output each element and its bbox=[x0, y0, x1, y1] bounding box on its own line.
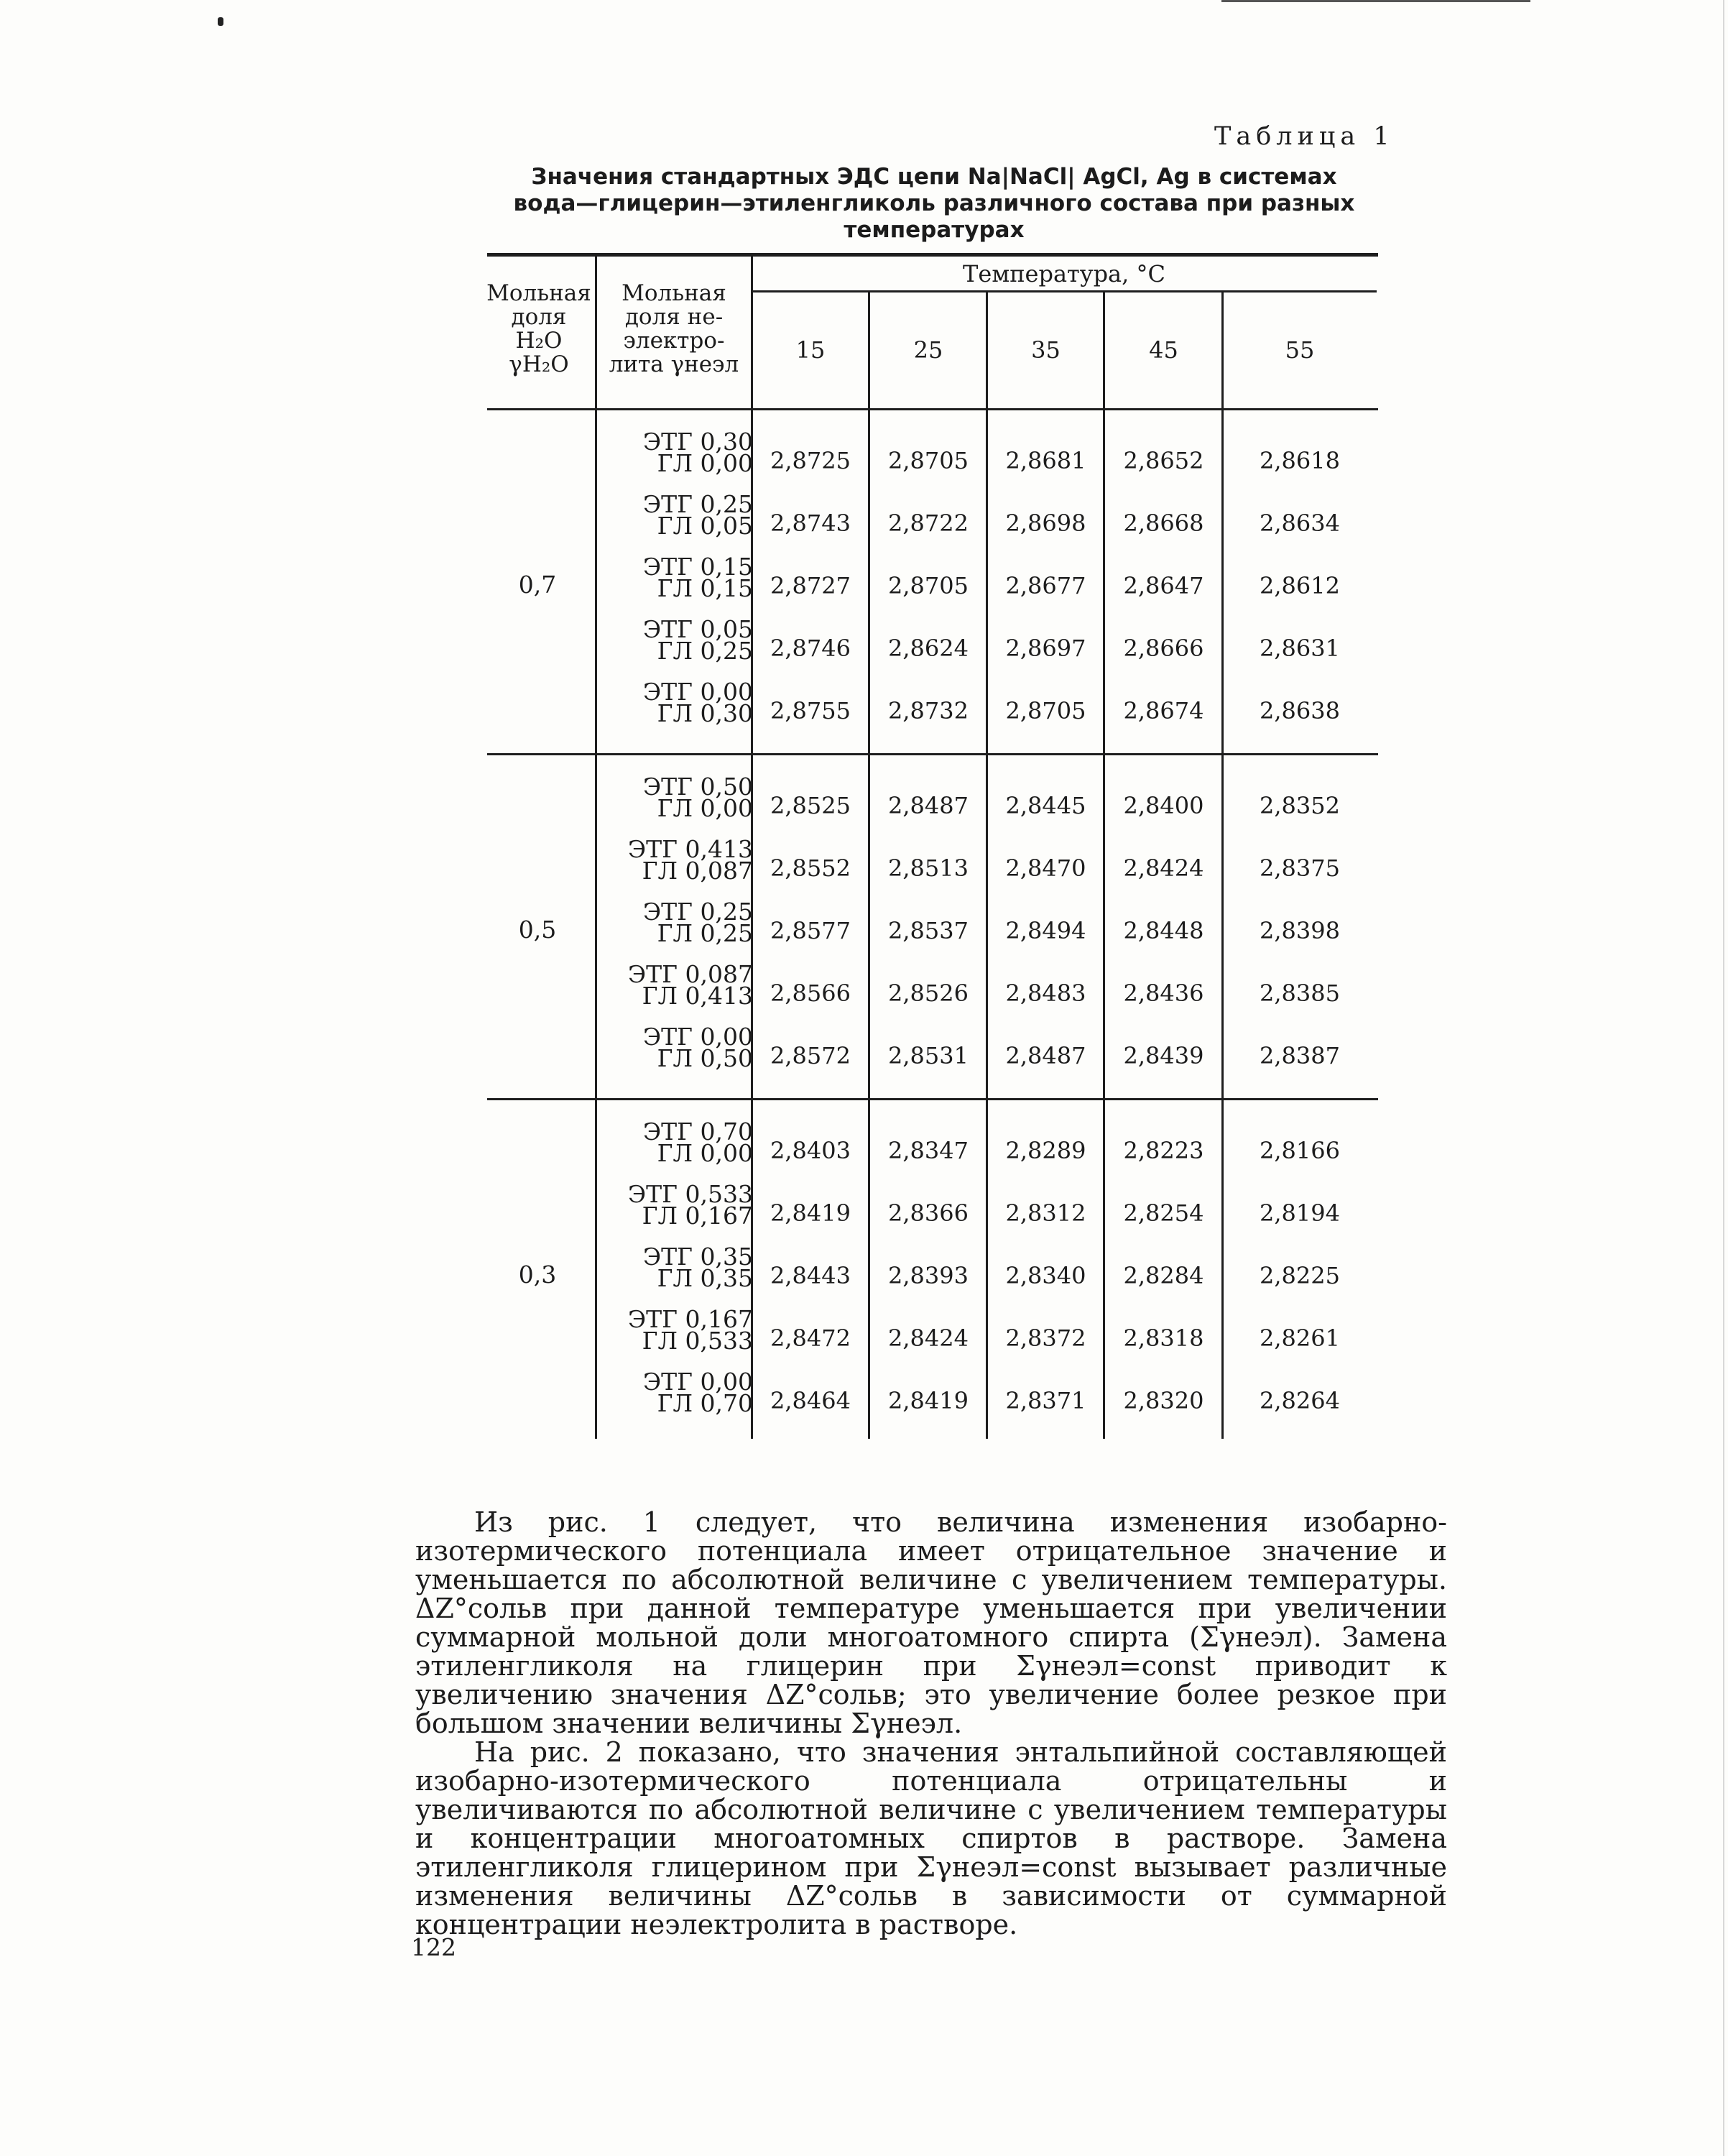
emf-value: 2,8436 bbox=[1123, 980, 1204, 1007]
emf-value: 2,8464 bbox=[770, 1387, 851, 1414]
paragraph: На рис. 2 показано, что значения энтальпийной составляющей изобарно-изотермического потенциала отрицательны и увеличиваются по абсолютной величине с увеличением температуры и концентрации многоатомных спиртов в растворе. Замена этиленгликоля глицерином при Σγнеэл=const вызывает различные изменения величины ΔZ°сольв в зависимости от суммарной концентрации неэлектролита в растворе. bbox=[415, 1736, 1447, 1940]
header-line: лита γнеэл bbox=[609, 351, 739, 377]
ethylene-glycol-fraction: ЭТГ 0,05 bbox=[642, 615, 753, 643]
emf-value: 2,8419 bbox=[770, 1199, 851, 1227]
composition-cell bbox=[609, 678, 753, 727]
emf-value: 2,8403 bbox=[770, 1137, 851, 1164]
emf-value: 2,8398 bbox=[1260, 917, 1340, 944]
emf-value: 2,8705 bbox=[1005, 697, 1086, 724]
glycerol-fraction: ГЛ 0,30 bbox=[657, 699, 753, 727]
glycerol-fraction: ГЛ 0,413 bbox=[642, 982, 753, 1010]
ethylene-glycol-fraction: ЭТГ 0,15 bbox=[642, 553, 753, 581]
composition-cell bbox=[609, 773, 753, 822]
emf-value: 2,8705 bbox=[888, 447, 969, 474]
temperature-col-4: 55 bbox=[1285, 336, 1315, 364]
water-fraction-header bbox=[481, 282, 596, 377]
header-line: Мольная bbox=[622, 280, 726, 306]
glycerol-fraction: ГЛ 0,35 bbox=[657, 1264, 753, 1292]
emf-value: 2,8674 bbox=[1123, 697, 1204, 724]
emf-value: 2,8537 bbox=[888, 917, 969, 944]
emf-value: 2,8725 bbox=[770, 447, 851, 474]
emf-value: 2,8400 bbox=[1123, 792, 1204, 819]
glycerol-fraction: ГЛ 0,533 bbox=[642, 1327, 753, 1355]
emf-value: 2,8647 bbox=[1123, 572, 1204, 599]
caption-line: вода—глицерин—этиленгликоль различного состава при разных bbox=[513, 190, 1355, 216]
glycerol-fraction: ГЛ 0,70 bbox=[657, 1389, 753, 1417]
emf-value: 2,8677 bbox=[1005, 572, 1086, 599]
nonelectrolyte-fraction-header bbox=[602, 282, 746, 377]
composition-cell bbox=[609, 835, 753, 885]
temperature-header: Температура, °С bbox=[963, 260, 1165, 287]
emf-value: 2,8743 bbox=[770, 510, 851, 537]
glycerol-fraction: ГЛ 0,15 bbox=[657, 574, 753, 602]
glycerol-fraction: ГЛ 0,50 bbox=[657, 1044, 753, 1072]
emf-value: 2,8366 bbox=[888, 1199, 969, 1227]
emf-value: 2,8387 bbox=[1260, 1042, 1340, 1069]
emf-value: 2,8666 bbox=[1123, 635, 1204, 662]
ethylene-glycol-fraction: ЭТГ 0,35 bbox=[642, 1243, 753, 1271]
emf-value: 2,8340 bbox=[1005, 1262, 1086, 1289]
caption-line: температурах bbox=[844, 217, 1025, 243]
glycerol-fraction: ГЛ 0,087 bbox=[642, 857, 753, 885]
composition-cell bbox=[609, 553, 753, 602]
header-line: Мольная bbox=[486, 280, 591, 306]
ethylene-glycol-fraction: ЭТГ 0,167 bbox=[627, 1305, 753, 1333]
composition-cell bbox=[609, 1305, 753, 1355]
emf-value: 2,8755 bbox=[770, 697, 851, 724]
emf-value: 2,8638 bbox=[1260, 697, 1340, 724]
emf-value: 2,8631 bbox=[1260, 635, 1340, 662]
temperature-col-0: 15 bbox=[795, 336, 826, 364]
composition-cell bbox=[609, 428, 753, 477]
emf-value: 2,8634 bbox=[1260, 510, 1340, 537]
body-text bbox=[415, 1508, 1447, 1939]
composition-cell bbox=[609, 1180, 753, 1230]
ethylene-glycol-fraction: ЭТГ 0,25 bbox=[642, 490, 753, 518]
composition-cell bbox=[609, 1368, 753, 1417]
glycerol-fraction: ГЛ 0,00 bbox=[657, 1139, 753, 1167]
emf-value: 2,8483 bbox=[1005, 980, 1086, 1007]
emf-value: 2,8439 bbox=[1123, 1042, 1204, 1069]
emf-value: 2,8552 bbox=[770, 854, 851, 882]
header-line: γH₂O bbox=[509, 351, 569, 377]
ethylene-glycol-fraction: ЭТГ 0,00 bbox=[642, 678, 753, 706]
composition-cell bbox=[609, 1118, 753, 1167]
emf-value: 2,8487 bbox=[888, 792, 969, 819]
temperature-col-3: 45 bbox=[1149, 336, 1178, 364]
emf-value: 2,8732 bbox=[888, 697, 969, 724]
emf-value: 2,8424 bbox=[888, 1325, 969, 1352]
glycerol-fraction: ГЛ 0,05 bbox=[657, 512, 753, 540]
temperature-col-2: 35 bbox=[1031, 336, 1061, 364]
emf-value: 2,8347 bbox=[888, 1137, 969, 1164]
glycerol-fraction: ГЛ 0,00 bbox=[657, 449, 753, 477]
emf-value: 2,8318 bbox=[1123, 1325, 1204, 1352]
ethylene-glycol-fraction: ЭТГ 0,533 bbox=[627, 1180, 753, 1208]
emf-value: 2,8612 bbox=[1260, 572, 1340, 599]
emf-value: 2,8618 bbox=[1260, 447, 1340, 474]
emf-value: 2,8681 bbox=[1005, 447, 1086, 474]
emf-value: 2,8424 bbox=[1123, 854, 1204, 882]
page-edge bbox=[1723, 0, 1724, 2156]
emf-value: 2,8577 bbox=[770, 917, 851, 944]
emf-value: 2,8385 bbox=[1260, 980, 1340, 1007]
header-line: электро- bbox=[623, 328, 725, 354]
emf-value: 2,8371 bbox=[1005, 1387, 1086, 1414]
glycerol-fraction: ГЛ 0,25 bbox=[657, 919, 753, 947]
ethylene-glycol-fraction: ЭТГ 0,25 bbox=[642, 898, 753, 926]
emf-value: 2,8225 bbox=[1260, 1262, 1340, 1289]
table-top-rule bbox=[487, 253, 1378, 257]
emf-value: 2,8525 bbox=[770, 792, 851, 819]
page-number: 122 bbox=[411, 1933, 456, 1961]
composition-cell bbox=[609, 490, 753, 540]
emf-value: 2,8487 bbox=[1005, 1042, 1086, 1069]
temp-header-rule bbox=[752, 290, 1377, 292]
emf-value: 2,8566 bbox=[770, 980, 851, 1007]
paragraph: Из рис. 1 следует, что величина изменения изобарно-изотермического потенциала имеет отрицательное значение и уменьшается по абсолютной величине с увеличением температуры. ΔZ°сольв при данной температуре уменьшается при увеличении суммарной мольной доли многоатомного спирта (Σγнеэл). Замена этиленгликоля на глицерин при Σγнеэл=const приводит к увеличению значения ΔZ°сольв; это увеличение более резкое при большом значении величины Σγнеэл. bbox=[415, 1506, 1447, 1739]
emf-value: 2,8375 bbox=[1260, 854, 1340, 882]
water-fraction-value: 0,5 bbox=[518, 916, 557, 944]
emf-value: 2,8572 bbox=[770, 1042, 851, 1069]
group-rule bbox=[487, 753, 1378, 755]
emf-value: 2,8393 bbox=[888, 1262, 969, 1289]
col-rule bbox=[595, 257, 597, 1439]
ethylene-glycol-fraction: ЭТГ 0,087 bbox=[627, 960, 753, 988]
ethylene-glycol-fraction: ЭТГ 0,30 bbox=[642, 428, 753, 456]
emf-value: 2,8494 bbox=[1005, 917, 1086, 944]
emf-value: 2,8698 bbox=[1005, 510, 1086, 537]
emf-value: 2,8746 bbox=[770, 635, 851, 662]
emf-value: 2,8166 bbox=[1260, 1137, 1340, 1164]
emf-value: 2,8194 bbox=[1260, 1199, 1340, 1227]
composition-cell bbox=[609, 1023, 753, 1072]
header-line: доля bbox=[511, 304, 567, 330]
emf-value: 2,8312 bbox=[1005, 1199, 1086, 1227]
emf-value: 2,8727 bbox=[770, 572, 851, 599]
glycerol-fraction: ГЛ 0,00 bbox=[657, 794, 753, 822]
ethylene-glycol-fraction: ЭТГ 0,50 bbox=[642, 773, 753, 801]
composition-cell bbox=[609, 898, 753, 947]
ethylene-glycol-fraction: ЭТГ 0,00 bbox=[642, 1368, 753, 1396]
glycerol-fraction: ГЛ 0,25 bbox=[657, 637, 753, 665]
emf-value: 2,8470 bbox=[1005, 854, 1086, 882]
composition-cell bbox=[609, 960, 753, 1010]
emf-value: 2,8419 bbox=[888, 1387, 969, 1414]
emf-value: 2,8513 bbox=[888, 854, 969, 882]
emf-value: 2,8705 bbox=[888, 572, 969, 599]
emf-value: 2,8526 bbox=[888, 980, 969, 1007]
emf-value: 2,8320 bbox=[1123, 1387, 1204, 1414]
emf-value: 2,8284 bbox=[1123, 1262, 1204, 1289]
header-bottom-rule bbox=[487, 408, 1378, 410]
top-rule bbox=[1221, 0, 1530, 2]
emf-value: 2,8531 bbox=[888, 1042, 969, 1069]
emf-value: 2,8223 bbox=[1123, 1137, 1204, 1164]
emf-value: 2,8254 bbox=[1123, 1199, 1204, 1227]
glycerol-fraction: ГЛ 0,167 bbox=[642, 1202, 753, 1230]
ethylene-glycol-fraction: ЭТГ 0,70 bbox=[642, 1118, 753, 1146]
group-rule bbox=[487, 1098, 1378, 1100]
emf-value: 2,8445 bbox=[1005, 792, 1086, 819]
emf-value: 2,8652 bbox=[1123, 447, 1204, 474]
ethylene-glycol-fraction: ЭТГ 0,413 bbox=[627, 835, 753, 863]
ethylene-glycol-fraction: ЭТГ 0,00 bbox=[642, 1023, 753, 1051]
speck bbox=[218, 17, 223, 26]
caption-line: Значения стандартных ЭДС цепи Na|NaCl| AgCl, Ag в системах bbox=[531, 164, 1337, 190]
emf-value: 2,8722 bbox=[888, 510, 969, 537]
header-line: доля не- bbox=[624, 304, 724, 330]
emf-value: 2,8624 bbox=[888, 635, 969, 662]
emf-value: 2,8697 bbox=[1005, 635, 1086, 662]
emf-value: 2,8668 bbox=[1123, 510, 1204, 537]
header-line: H₂O bbox=[515, 328, 563, 354]
emf-value: 2,8448 bbox=[1123, 917, 1204, 944]
emf-value: 2,8472 bbox=[770, 1325, 851, 1352]
composition-cell bbox=[609, 1243, 753, 1292]
emf-value: 2,8261 bbox=[1260, 1325, 1340, 1352]
emf-value: 2,8289 bbox=[1005, 1137, 1086, 1164]
table-label: Таблица 1 bbox=[1214, 122, 1395, 151]
composition-cell bbox=[609, 615, 753, 665]
emf-value: 2,8443 bbox=[770, 1262, 851, 1289]
water-fraction-value: 0,7 bbox=[518, 571, 557, 599]
water-fraction-value: 0,3 bbox=[518, 1261, 557, 1289]
emf-value: 2,8352 bbox=[1260, 792, 1340, 819]
table-caption bbox=[489, 164, 1380, 244]
temperature-col-1: 25 bbox=[913, 336, 943, 364]
emf-value: 2,8372 bbox=[1005, 1325, 1086, 1352]
emf-value: 2,8264 bbox=[1260, 1387, 1340, 1414]
